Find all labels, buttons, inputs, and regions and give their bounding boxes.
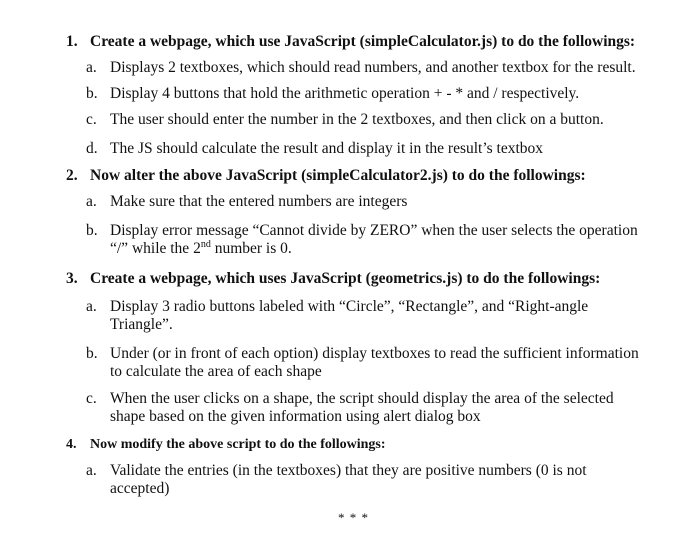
item-text-superscript: “/” while the 2nd number is 0. [110, 238, 292, 257]
item-text: When the user clicks on a shape, the script should display the area of the selected [110, 390, 614, 407]
question-4-text: Now modify the above script to do the followings: [90, 437, 386, 452]
item-letter: b. [86, 222, 98, 239]
item-letter: a. [86, 298, 97, 315]
item-text: shape based on the given information using alert dialog box [110, 408, 481, 425]
item-letter: c. [86, 390, 97, 407]
question-3-text: Create a webpage, which uses JavaScript (geometrics.js) to do the followings: [90, 270, 601, 287]
question-2-text: Now alter the above JavaScript (simpleCalculator2.js) to do the followings: [90, 167, 586, 184]
item-text: The JS should calculate the result and display it in the result’s textbox [110, 140, 544, 157]
item-text: Display error message “Cannot divide by ZERO” when the user selects the operation [110, 222, 638, 239]
item-letter: a. [86, 59, 97, 76]
item-letter: a. [86, 462, 97, 479]
item-letter: b. [86, 85, 98, 102]
item-text: Displays 2 textboxes, which should read numbers, and another textbox for the result. [110, 59, 636, 76]
item-letter: b. [86, 345, 98, 362]
end-mark: * * * [338, 510, 369, 525]
item-text: accepted) [110, 480, 170, 497]
item-text: to calculate the area of each shape [110, 363, 322, 380]
item-letter: a. [86, 193, 97, 210]
item-text: Display 4 buttons that hold the arithmetic operation + - * and / respectively. [110, 85, 580, 102]
question-1-number: 1. [66, 33, 78, 50]
item-letter: c. [86, 111, 97, 128]
question-3-number: 3. [66, 270, 78, 287]
item-text: Under (or in front of each option) display textboxes to read the sufficient information [110, 345, 639, 362]
item-text: Triangle”. [110, 316, 173, 333]
item-text: Display 3 radio buttons labeled with “Circle”, “Rectangle”, and “Right-angle [110, 298, 589, 315]
item-letter: d. [86, 140, 98, 157]
item-text: Validate the entries (in the textboxes) that they are positive numbers (0 is not [110, 462, 587, 479]
question-2-number: 2. [66, 167, 78, 184]
question-4-number: 4. [66, 437, 77, 452]
item-text: Make sure that the entered numbers are integers [110, 193, 408, 210]
question-1-text: Create a webpage, which use JavaScript (simpleCalculator.js) to do the followings: [90, 33, 636, 50]
item-text: The user should enter the number in the 2 textboxes, and then click on a button. [110, 111, 604, 128]
